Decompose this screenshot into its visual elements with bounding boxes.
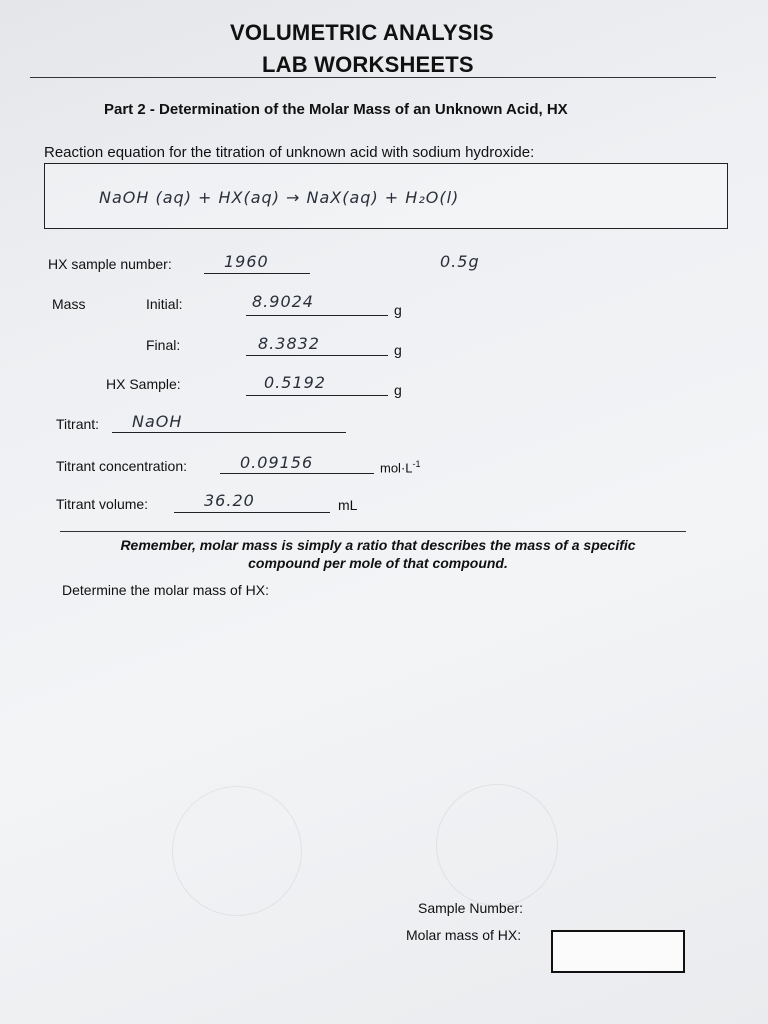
mass-initial-line — [246, 315, 388, 316]
reaction-equation: NaOH (aq) + HX(aq) → NaX(aq) + H₂O(l) — [99, 188, 460, 207]
determine-molar-mass-label: Determine the molar mass of HX: — [62, 582, 269, 598]
titrant-concentration-label: Titrant concentration: — [56, 458, 187, 474]
hx-sample-number-label: HX sample number: — [48, 256, 172, 272]
bleed-through-circle-right — [436, 784, 558, 906]
molar-mass-answer-box[interactable] — [551, 930, 685, 973]
hx-sample-number-line — [204, 273, 310, 274]
reaction-label: Reaction equation for the titration of unknown acid with sodium hydroxide: — [44, 144, 535, 161]
titrant-volume-unit: mL — [338, 497, 358, 513]
mass-final-line — [246, 355, 388, 356]
titrant-volume-line — [174, 512, 330, 513]
sample-side-note: 0.5g — [440, 252, 480, 271]
mass-initial-label: Initial: — [146, 296, 183, 312]
mass-initial-value[interactable]: 8.9024 — [252, 292, 314, 311]
mass-label: Mass — [52, 296, 86, 312]
mass-final-value[interactable]: 8.3832 — [258, 334, 320, 353]
part-heading: Part 2 - Determination of the Molar Mass of an Unknown Acid, HX — [104, 101, 568, 118]
title-divider — [30, 77, 716, 78]
reaction-equation-box[interactable] — [44, 163, 728, 229]
titrant-value[interactable]: NaOH — [132, 412, 183, 431]
concentration-unit-exponent: -1 — [412, 459, 421, 469]
reminder-note-line1: Remember, molar mass is simply a ratio that describes the mass of a specific — [120, 537, 636, 553]
hx-sample-mass-line — [246, 395, 388, 396]
titrant-concentration-line — [220, 473, 374, 474]
mass-final-label: Final: — [146, 337, 181, 353]
titrant-concentration-value[interactable]: 0.09156 — [240, 453, 314, 472]
mass-final-unit: g — [394, 342, 402, 358]
page-title-line1: VOLUMETRIC ANALYSIS — [230, 20, 494, 45]
titrant-concentration-unit — [380, 459, 421, 475]
titrant-volume-value[interactable]: 36.20 — [204, 491, 255, 510]
titrant-volume-label: Titrant volume: — [56, 496, 149, 512]
reminder-note — [70, 536, 686, 572]
sample-number-label: Sample Number: — [418, 900, 524, 916]
note-divider — [60, 531, 686, 532]
molar-mass-label: Molar mass of HX: — [406, 927, 522, 943]
hx-sample-mass-value[interactable]: 0.5192 — [264, 373, 326, 392]
hx-sample-mass-unit: g — [394, 382, 402, 398]
page-title-line2: LAB WORKSHEETS — [262, 52, 474, 77]
titrant-line — [112, 432, 346, 433]
mass-initial-unit: g — [394, 302, 402, 318]
concentration-unit-text: mol·L — [380, 460, 413, 476]
reminder-note-line2: compound per mole of that compound. — [248, 555, 508, 571]
hx-sample-number-value[interactable]: 1960 — [224, 252, 269, 271]
titrant-label: Titrant: — [56, 416, 100, 432]
hx-sample-mass-label: HX Sample: — [106, 376, 181, 392]
bleed-through-circle-left — [172, 786, 302, 916]
